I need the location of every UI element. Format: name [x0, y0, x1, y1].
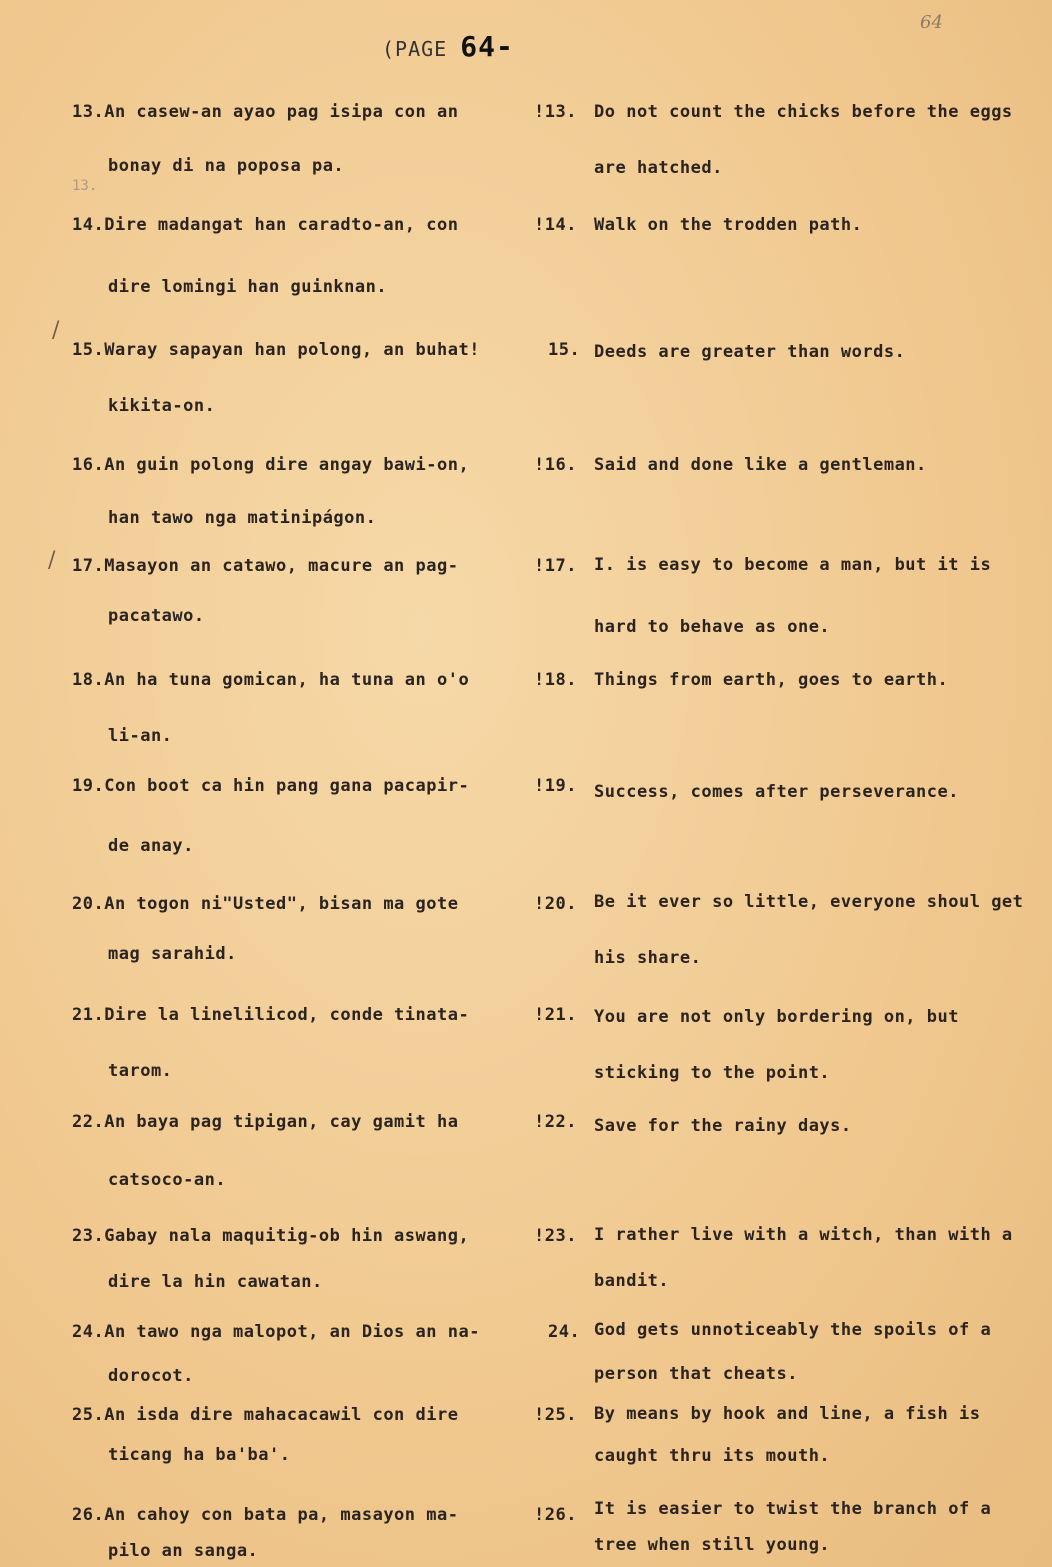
document-page: (PAGE 64- 64 / / 13. 13.An casew-an ayao pag isipa con an !13. Do not count the chicks before the eggs are hatched. bonay di na poposa pa. 14.Dire madangat han caradto-an, con !14. Walk on the trodden path. dire lomingi han guinknan. 15.Waray sapayan han polong, an buhat! 15. Deeds are greater than words. kikita-on. 16.An guin polong dire angay bawi-on, !16. Said and done like a gentleman. han tawo nga matinipágon. 17.Masayon an catawo, macure an pag- !17. I. is easy to become a man, but it is hard to behave as one. pacatawo. 18.An ha tuna gomican, ha tuna an o'o !18. Things from earth, goes to earth. li-an. 19.Con boot ca hin pang gana pacapir- !19. Success, comes after perseverance. de anay. 20.An togon ni"Usted", bisan ma gote !20. Be it ever so little, everyone shoul get his share. mag sarahid. 21.Dire la linelilicod, conde tinata- !21. You are not only bordering on, but sticking to the point. tarom. 22.An baya pag tipigan, cay gamit ha !22. Save for the rainy days. catsoco-an. 23.Gabay nala maquitig-ob hin aswang, !23. I rather live with a witch, than with a bandit. dire la hin cawatan. 24.An tawo nga malopot, an Dios an na- 24. God gets unnoticeably the spoils of a person that cheats. dorocot. 25.An isda dire mahacacawil con dire !25. By means by hook and line, a fish is caught thru its mouth. ticang ha ba'ba'. 26.An cahoy con bata pa, masayon ma- !26. It is easier to twist the branch of a tree when still young. pilo an sanga. — [0, 0, 1052, 1567]
page-header-prefix: (PAGE — [382, 37, 448, 61]
margin-tick-mark: / — [52, 318, 60, 343]
margin-tick-mark: / — [48, 548, 56, 573]
page-header — [382, 30, 514, 63]
faded-stray-number: 13. — [72, 178, 98, 194]
handwritten-page-mark: 64 — [920, 12, 943, 33]
page-header-number: 64- — [460, 30, 514, 63]
